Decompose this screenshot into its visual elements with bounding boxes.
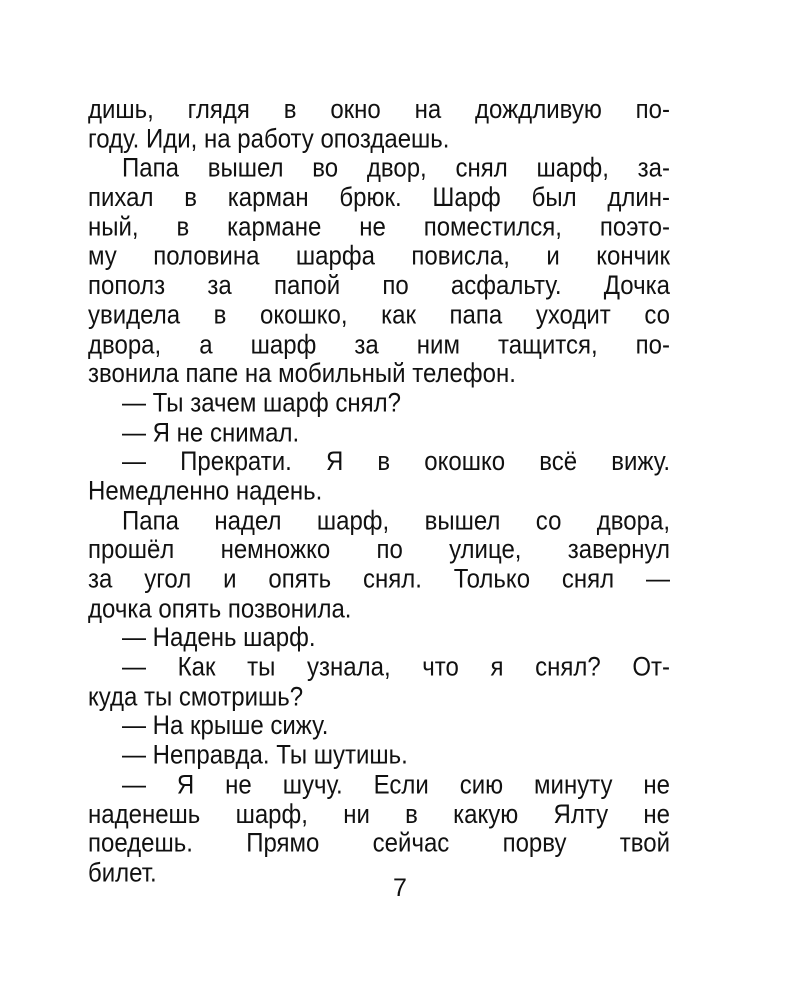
text-line: билет.	[88, 858, 157, 888]
text-line: пополз за папой по асфальту. Дочка	[88, 271, 670, 301]
dialogue-line: — Прекрати. Я в окошко всё вижу.	[122, 447, 670, 477]
text-line: пихал в карман брюк. Шарф был длин-	[88, 182, 670, 213]
text-line: куда ты смотришь?	[88, 682, 304, 712]
text-line: двора, а шарф за ним тащится, по-	[88, 329, 670, 360]
dialogue-line: — На крыше сижу.	[122, 711, 329, 742]
text-line: прошёл немножко по улице, завернул	[88, 535, 670, 565]
text-line: ный, в кармане не поместился, поэто-	[88, 212, 670, 243]
dialogue-line: — Я не снимал.	[122, 417, 300, 448]
text-line: за угол и опять снял. Только снял —	[88, 564, 670, 595]
text-line: дишь, глядя в окно на дождливую по-	[88, 94, 670, 125]
dialogue-line: — Я не шучу. Если сию минуту не	[122, 770, 670, 800]
page-number: 7	[393, 874, 407, 902]
dialogue-line: — Как ты узнала, что я снял? От-	[122, 652, 670, 683]
text-line: Немедленно надень.	[88, 476, 323, 507]
body-text	[88, 96, 670, 889]
text-line: дочка опять позвонила.	[88, 593, 352, 624]
dialogue-line: — Надень шарф.	[122, 623, 316, 654]
dialogue-line: — Ты зачем шарф снял?	[122, 388, 401, 419]
text-line: Папа надел шарф, вышел со двора,	[122, 505, 670, 536]
text-line: Папа вышел во двор, снял шарф, за-	[122, 153, 670, 184]
dialogue-line: — Неправда. Ты шутишь.	[122, 740, 408, 771]
text-line: му половина шарфа повисла, и кончик	[88, 241, 670, 272]
text-line: звонила папе на мобильный телефон.	[88, 359, 516, 389]
text-line: наденешь шарф, ни в какую Ялту не	[88, 799, 670, 830]
text-line: увидела в окошко, как папа уходит со	[88, 300, 670, 331]
text-line: году. Иди, на работу опоздаешь.	[88, 124, 450, 154]
text-line: поедешь. Прямо сейчас порву твой	[88, 828, 670, 859]
